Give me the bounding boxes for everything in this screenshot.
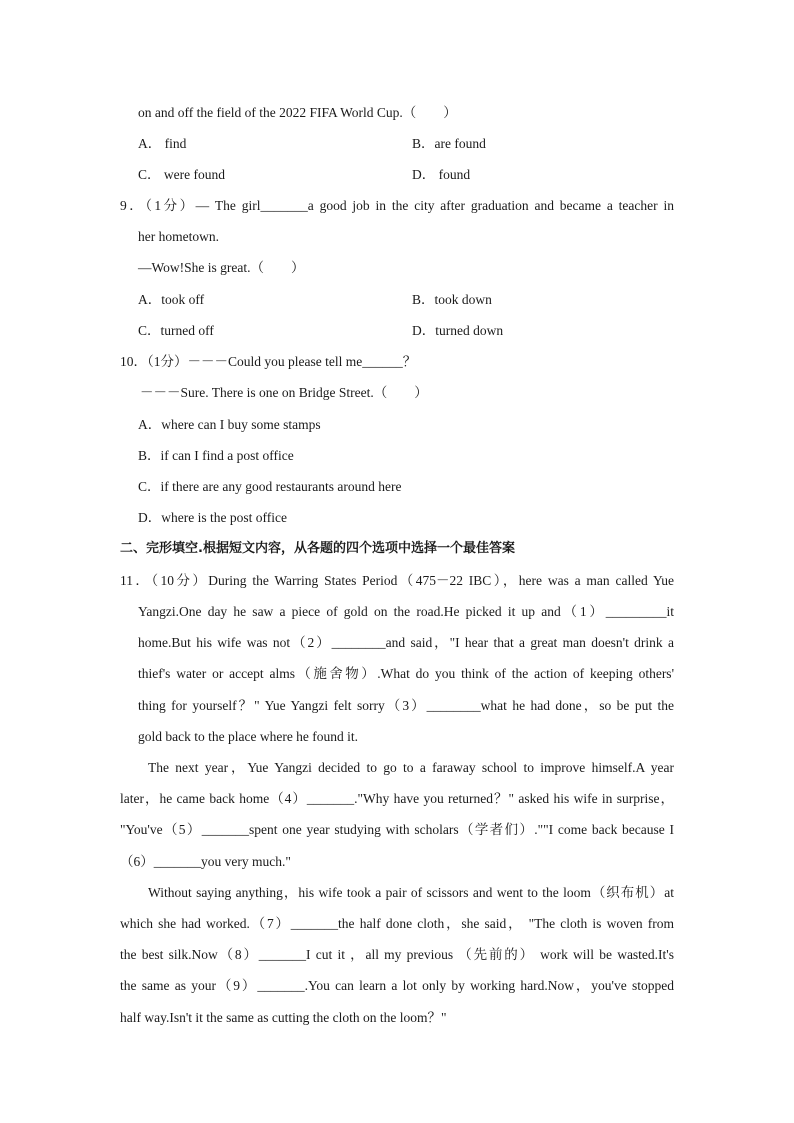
q8-option-d[interactable]: D． found [412, 167, 471, 182]
q8-stem-tail: on and off the field of the 2022 FIFA World Cup.（ ） [138, 105, 457, 120]
q8-option-a[interactable]: A． find [138, 136, 187, 151]
q11-line-2: Yangzi.One day he saw a piece of gold on the road.He picked it up and（1）_________it [138, 604, 674, 619]
q11-line-7: The next year，Yue Yangzi decided to go to a faraway school to improve himself.A year [148, 760, 674, 775]
q11-line-4: thief's water or accept alms（施舍物）.What do you think of the action of keeping others' [138, 666, 674, 681]
q10-option-b[interactable]: B．if can I find a post office [138, 448, 294, 463]
q11-line-5: thing for yourself？" Yue Yangzi felt sorry（3）________what he had done，so be put the [138, 698, 674, 713]
q9-stem-line1: 9．（1分）— The girl_______a good job in the city after graduation and became a teacher in [120, 198, 674, 213]
q10-option-d[interactable]: D．where is the post office [138, 510, 287, 525]
q11-line-15: half way.Isn't it the same as cutting the cloth on the loom？" [120, 1010, 447, 1025]
q11-line-6: gold back to the place where he found it. [138, 729, 359, 744]
q9-option-a[interactable]: A．took off [138, 292, 205, 307]
q11-line-14: the same as your（9）_______.You can learn a lot only by working hard.Now，you've stopped [120, 978, 674, 993]
q9-option-d[interactable]: D．turned down [412, 323, 504, 338]
q11-line-3: home.But his wife was not（2）________and said，"I hear that a great man doesn't drink a [138, 635, 674, 650]
q11-line-10: （6）_______you very much." [120, 854, 291, 869]
q9-stem-line2: her hometown. [138, 229, 219, 244]
q8-option-c[interactable]: C． were found [138, 167, 225, 182]
q11-line-9: "You've（5）_______spent one year studying with scholars（学者们）.""I come back because I [120, 822, 674, 837]
q11-line-1: 11．（10分）During the Warring States Period（475－22 IBC），here was a man called Yue [120, 573, 674, 588]
q10-option-c[interactable]: C．if there are any good restaurants around here [138, 479, 402, 494]
q10-reply: －－－Sure. There is one on Bridge Street.（ ） [140, 385, 428, 400]
q8-option-b[interactable]: B．are found [412, 136, 486, 151]
q11-line-12: which she had worked.（7）_______the half done cloth，she said， "The cloth is woven from [120, 916, 674, 931]
q9-option-c[interactable]: C．turned off [138, 323, 214, 338]
q11-line-8: later，he came back home（4）_______."Why have you returned？" asked his wife in surprise， [120, 791, 674, 806]
section-heading: 二、完形填空.根据短文内容，从各题的四个选项中选择一个最佳答案 [120, 541, 515, 556]
q10-stem: 10．（1分）－－－Could you please tell me______？ [120, 354, 417, 369]
q11-line-13: the best silk.Now（8）_______I cut it ，all my previous （先前的） work will be wasted.It's [120, 947, 674, 962]
q9-reply: —Wow!She is great.（ ） [138, 260, 305, 275]
q9-option-b[interactable]: B．took down [412, 292, 492, 307]
q10-option-a[interactable]: A．where can I buy some stamps [138, 417, 321, 432]
q11-line-11: Without saying anything，his wife took a pair of scissors and went to the loom（织布机）at [148, 885, 674, 900]
